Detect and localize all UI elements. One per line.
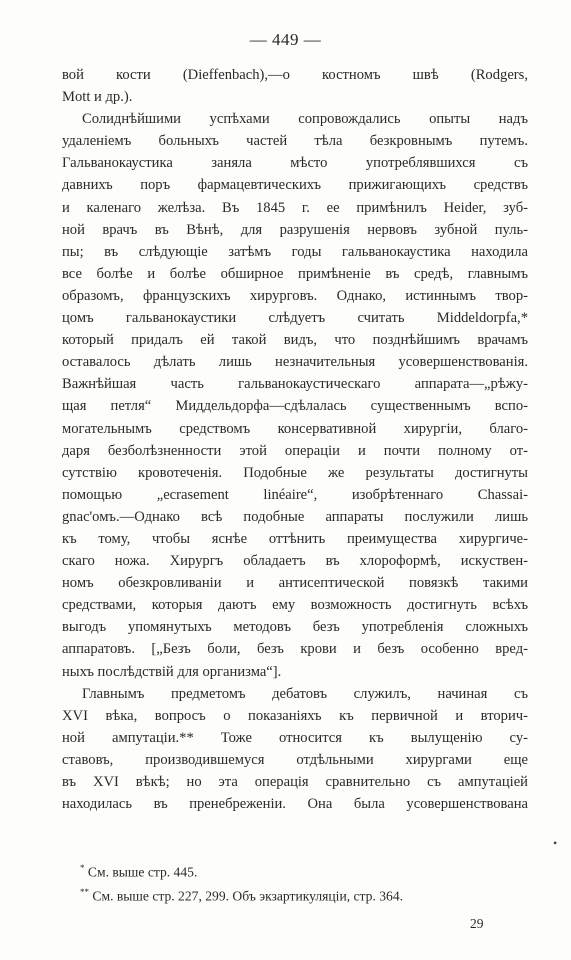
text-line: цомъ гальванокаустики слѣдуетъ считать Middeldorpfa,* — [62, 310, 528, 327]
text-line: который придалъ ей такой видъ, что позднѣйшимъ врачамъ — [62, 332, 528, 349]
text-line: ставовъ, производившемуся отдѣльными хирургами еще — [62, 751, 528, 768]
text-line: помощью „ecrasement linéaire“, изобрѣтеннаго Chassai- — [62, 486, 528, 503]
text-line: оставалось дѣлать лишь незначительныя усовершенствованія. — [62, 354, 528, 371]
text-line: скаго ножа. Хирургъ обладаетъ въ хлороформѣ, искуствен- — [62, 553, 528, 570]
text-line: удаленіемъ больныхъ частей тѣла безкровнымъ путемъ. — [62, 133, 528, 150]
text-line: въ XVI вѣкѣ; но эта операція сравнительно съ ампутаціей — [62, 774, 528, 790]
footnote-mark: ** — [80, 887, 89, 897]
printer-signature: 29 — [470, 916, 484, 931]
text-line: Гальванокаустика заняла мѣсто употреблявшихся съ — [62, 155, 528, 172]
text-line: все болѣе и болѣе обширное примѣненіе въ средѣ, главнымъ — [62, 265, 528, 282]
footnote — [62, 856, 528, 880]
text-line: аппаратовъ. [„Безъ боли, безъ крови и безъ особенно вред- — [62, 641, 528, 658]
text-line: Солиднѣйшими успѣхами сопровождались опыты надъ — [82, 111, 528, 128]
text-line: средствами, которыя даютъ ему возможность достигнуть всѣхъ — [62, 597, 528, 614]
text-line: ной врачъ въ Вѣнѣ, для разрушенія нервовъ зубной пуль- — [62, 221, 528, 238]
text-line: щая петля“ Миддельдорфа—сдѣлалась существеннымъ вспо- — [62, 398, 528, 415]
text-line: gnac'омъ.—Однако всѣ подобные аппараты послужили лишь — [62, 508, 528, 525]
text-line: къ тому, чтобы яснѣе оттѣнить преимущества хирургиче- — [62, 530, 528, 547]
text-line: Важнѣйшая часть гальванокаустическаго аппарата—„рѣжу- — [62, 376, 528, 393]
text-line: даря безболѣзненности этой операціи и почти полному от- — [62, 442, 528, 459]
text-line: сутствію кровотеченія. Подобные же результаты достигнуты — [62, 464, 528, 481]
text-line: ной ампутаціи.** Тоже относится къ вылущенію су- — [62, 729, 528, 746]
text-line: могательнымъ средствомъ консервативной хирургіи, благо- — [62, 420, 528, 437]
footnote-text: См. выше стр. 227, 299. Объ экзартикуляціи, стр. 364. — [92, 888, 404, 904]
body-text — [62, 64, 528, 815]
footnote — [62, 880, 528, 904]
text-line: пы; въ слѣдующіе затѣмъ годы гальванокаустика находила — [62, 243, 528, 260]
text-line: ныхъ послѣдствій для организма“]. — [62, 663, 282, 680]
text-line: находилась въ пренебреженіи. Она была усовершенствована — [62, 796, 528, 813]
text-line: давнихъ поръ фармацевтическихъ прижигающихъ средствъ — [62, 177, 528, 194]
text-line: образомъ, французскихъ хирурговъ. Однако, истиннымъ твор- — [62, 287, 528, 304]
footnote-mark: * — [80, 863, 85, 873]
margin-mark: • — [553, 836, 558, 850]
footnotes — [62, 856, 528, 904]
text-line: XVI вѣка, вопросъ о показаніяхъ къ первичной и вторич- — [62, 707, 528, 724]
footnote-text: См. выше стр. 445. — [87, 864, 198, 880]
text-line: и каленаго желѣза. Въ 1845 г. ее примѣнилъ Heider, зуб- — [62, 199, 528, 216]
text-line: вой кости (Dieffenbach),—о костномъ швѣ (Rodgers, — [62, 67, 528, 83]
text-line: выгодъ упомянутыхъ методовъ безъ употребленія сложныхъ — [62, 619, 528, 636]
text-line: номъ обезкровливаніи и антисептической повязкѣ такими — [62, 575, 528, 592]
text-line: Главнымъ предметомъ дебатовъ служилъ, начиная съ — [82, 685, 528, 702]
text-line: Mott и др.). — [62, 89, 133, 106]
page-number: — 449 — — [249, 30, 322, 49]
